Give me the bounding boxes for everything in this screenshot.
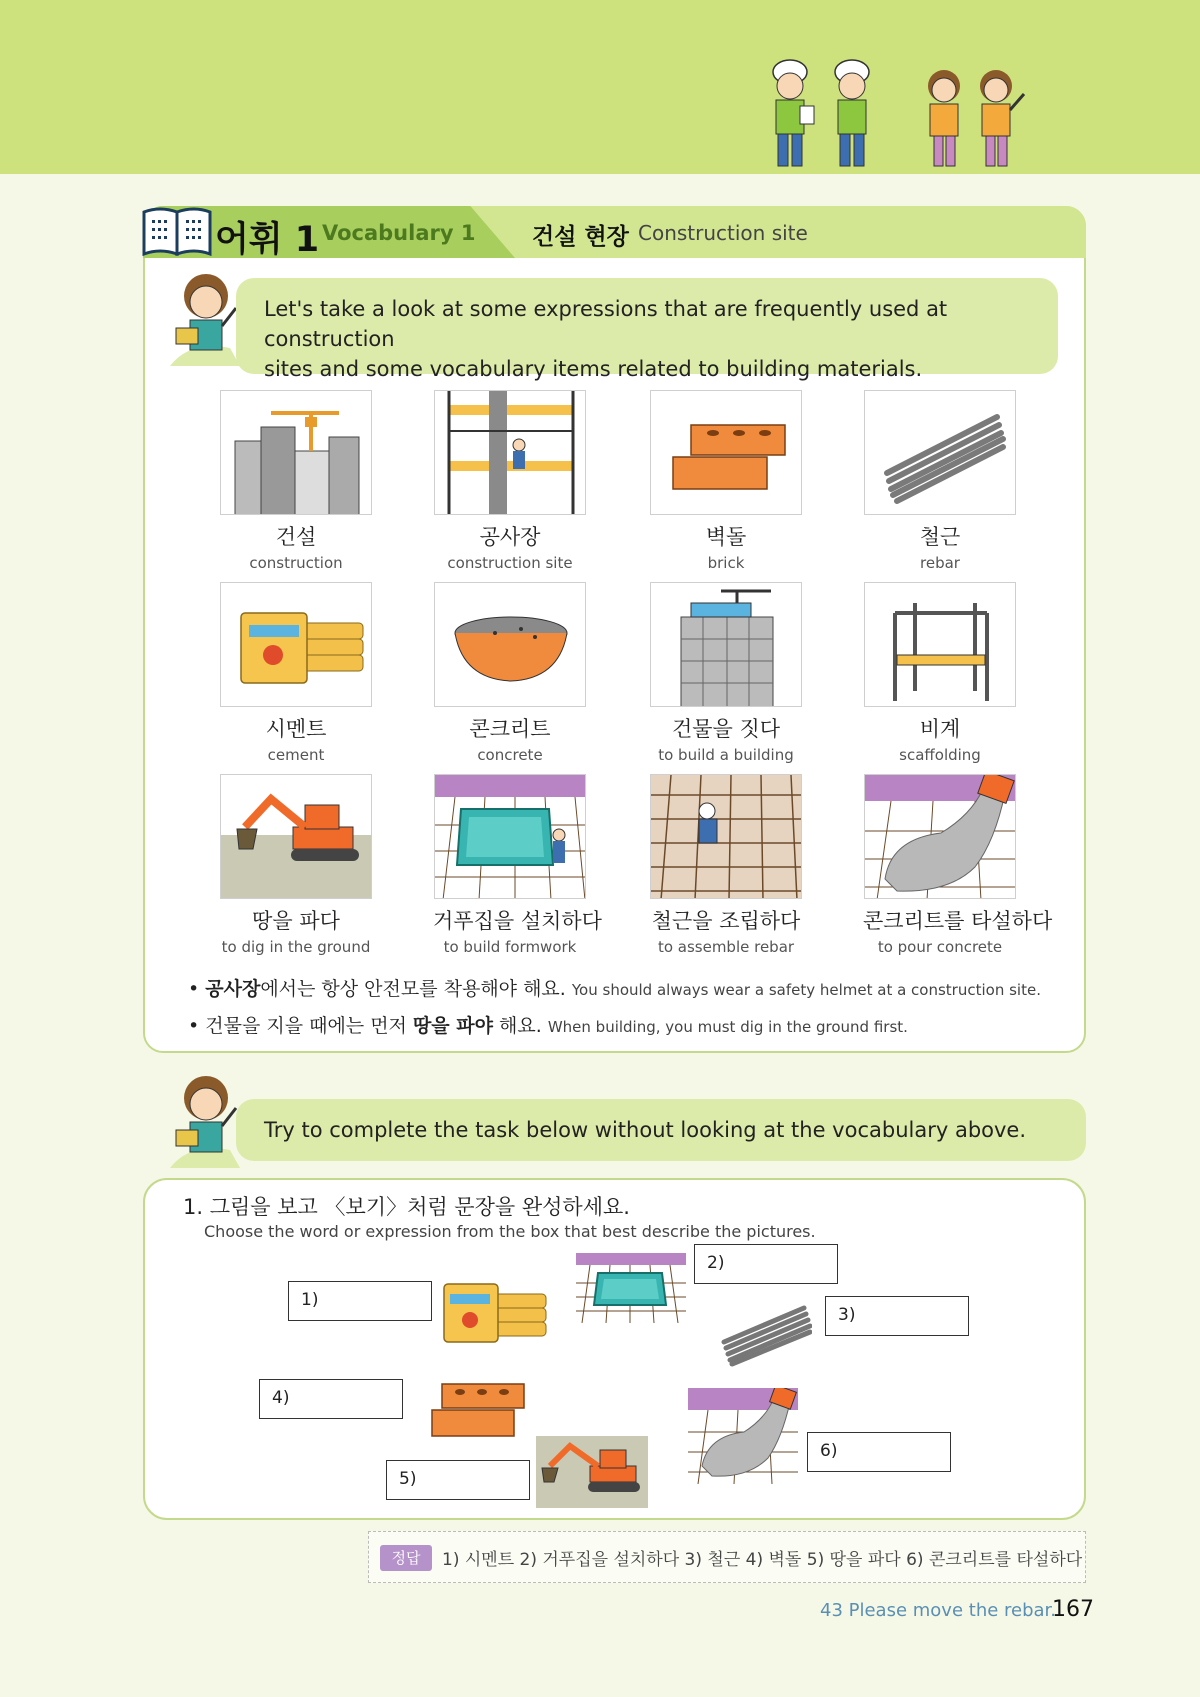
vocab-card — [863, 390, 1017, 572]
vocab-word-en: brick — [707, 554, 745, 572]
building-construction-icon — [650, 582, 802, 707]
vocab-word-en: to build formwork — [443, 938, 577, 956]
cement-bags-icon — [442, 1280, 552, 1350]
example-1-en: You should always wear a safety helmet at a construction site. — [571, 981, 1041, 999]
vocab-card — [649, 390, 803, 572]
example-sentence-1: • 공사장에서는 항상 안전모를 착용해야 해요. You should always wear a safety helmet at a construction site. — [188, 978, 1041, 1000]
page-number: 167 — [1052, 1597, 1094, 1622]
answer-box-6[interactable]: 6) — [807, 1432, 951, 1472]
vocab-card — [219, 390, 373, 572]
example-1-bold: 공사장 — [205, 978, 261, 1000]
vocab-word-ko: 건설 — [275, 525, 317, 549]
vocab-word-en: to dig in the ground — [221, 938, 371, 956]
vocab-word-en: to assemble rebar — [657, 938, 795, 956]
vocab-word-ko: 콘크리트 — [469, 717, 551, 741]
vocab-word-ko: 시멘트 — [265, 717, 327, 741]
example-sentence-2: • 건물을 지을 때에는 먼저 땅을 파야 해요. When building, you must dig in the ground first. — [188, 1015, 908, 1037]
vocab-card — [219, 774, 373, 956]
excavator-icon — [536, 1436, 648, 1512]
buildings-crane-icon — [220, 390, 372, 515]
vocab-word-ko: 비계 — [919, 717, 961, 741]
example-2-bold: 땅을 파야 — [412, 1015, 493, 1037]
vocab-word-ko: 공사장 — [479, 525, 541, 549]
intro-line-1: Let's take a look at some expressions that are frequently used at construction — [264, 297, 948, 351]
vocab-card — [863, 582, 1017, 764]
vocab-word-ko: 거푸집을 설치하다 — [433, 909, 602, 933]
lesson-footer-title: 43 Please move the rebar. — [820, 1600, 1057, 1621]
answer-box-4[interactable]: 4) — [259, 1379, 403, 1419]
vocab-word-ko: 콘크리트를 타설하다 — [863, 909, 1053, 933]
vocab-card — [433, 582, 587, 764]
vocab-word-ko: 땅을 파다 — [252, 909, 340, 933]
vocab-card — [649, 774, 803, 956]
vocab-card — [649, 582, 803, 764]
pour-concrete-icon — [864, 774, 1016, 899]
rebar-icon — [864, 390, 1016, 515]
topic-title-en: Construction site — [638, 221, 808, 245]
intro-line-2: sites and some vocabulary items related to building materials. — [264, 357, 923, 381]
vocab-title-en: Vocabulary 1 — [322, 221, 476, 245]
vocab-word-en: concrete — [477, 746, 543, 764]
vocab-word-en: cement — [267, 746, 325, 764]
vocab-word-en: to pour concrete — [877, 938, 1003, 956]
scaffolding-icon — [864, 582, 1016, 707]
vocab-word-en: rebar — [920, 554, 960, 572]
formwork-icon — [434, 774, 586, 899]
task-intro-text: Try to complete the task below without looking at the vocabulary above. — [264, 1118, 1027, 1142]
scaffold-worker-icon — [434, 390, 586, 515]
vocab-card — [433, 390, 587, 572]
vocab-card — [433, 774, 602, 956]
example-1-post: 에서는 항상 안전모를 착용해야 해요. — [260, 978, 566, 1000]
task-intro-bubble — [236, 1099, 1086, 1161]
topic-title-ko: 건설 현장 — [532, 224, 629, 250]
rebar-icon — [716, 1298, 812, 1372]
answer-text: 1) 시멘트 2) 거푸집을 설치하다 3) 철근 4) 벽돌 5) 땅을 파다 6) 콘크리트를 타설하다 — [442, 1550, 1083, 1570]
answer-box-2[interactable]: 2) — [694, 1244, 838, 1284]
workers-illustration — [760, 58, 1050, 178]
brick-icon — [650, 390, 802, 515]
answer-box-3[interactable]: 3) — [825, 1296, 969, 1336]
example-2-post: 해요. — [492, 1015, 542, 1037]
vocab-card — [863, 774, 1053, 956]
concrete-tub-icon — [434, 582, 586, 707]
vocab-word-en: scaffolding — [899, 746, 981, 764]
exercise-subtitle: Choose the word or expression from the box that best describe the pictures. — [204, 1222, 816, 1241]
vocab-word-ko: 건물을 짓다 — [671, 717, 781, 741]
vocab-word-ko: 철근을 조립하다 — [651, 909, 801, 933]
exercise-title: 1. 그림을 보고 〈보기〉처럼 문장을 완성하세요. — [183, 1195, 630, 1219]
vocab-word-ko: 철근 — [919, 525, 961, 549]
answer-box-5[interactable]: 5) — [386, 1460, 530, 1500]
excavator-icon — [220, 774, 372, 899]
formwork-icon — [576, 1253, 686, 1327]
vocab-word-en: construction — [249, 554, 343, 572]
vocab-word-ko: 벽돌 — [705, 525, 747, 549]
brick-icon — [430, 1380, 530, 1446]
answer-badge: 정답 — [380, 1545, 432, 1571]
example-2-en: When building, you must dig in the ground first. — [547, 1018, 908, 1036]
rebar-grid-worker-icon — [650, 774, 802, 899]
vocab-word-en: construction site — [447, 554, 573, 572]
open-book-icon — [140, 206, 214, 262]
cement-bags-icon — [220, 582, 372, 707]
pour-concrete-icon — [688, 1388, 798, 1488]
vocab-title-ko: 어휘 1 — [215, 220, 320, 260]
vocab-word-en: to build a building — [658, 746, 794, 764]
answer-box-1[interactable]: 1) — [288, 1281, 432, 1321]
example-2-pre: 건물을 지을 때에는 먼저 — [205, 1015, 413, 1037]
vocab-card — [219, 582, 373, 764]
intro-bubble — [236, 278, 1058, 381]
